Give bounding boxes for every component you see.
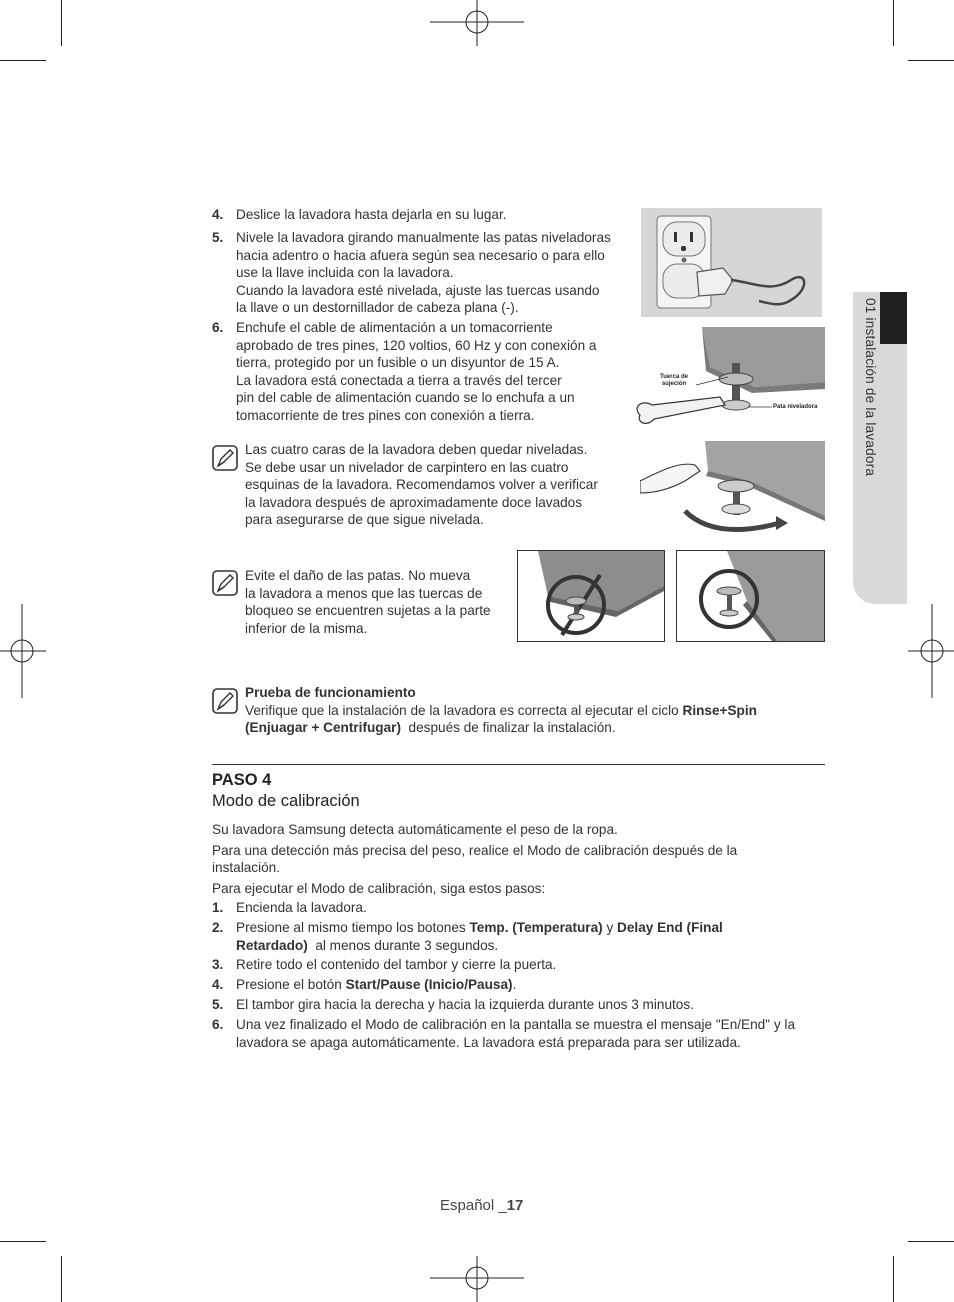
hand-adjusting-leg-illustration <box>640 441 825 539</box>
note-icon <box>212 445 238 471</box>
step-number: 3. <box>212 957 224 972</box>
note-icon <box>212 570 238 596</box>
step-number: 5. <box>212 997 224 1012</box>
step-text <box>236 229 626 317</box>
step-number: 4. <box>212 207 224 222</box>
step-number: 6. <box>212 320 224 335</box>
step-text: Retire todo el contenido del tambor y cierre la puerta. <box>236 957 557 972</box>
chapter-tab-marker <box>880 292 907 344</box>
step-line: Enchufe el cable de alimentación a un tomacorriente <box>236 320 553 335</box>
page-footer <box>440 1197 523 1214</box>
section-subtitle: Modo de calibración <box>212 792 360 810</box>
chapter-tab-label: 01 instalación de la lavadora <box>863 298 878 477</box>
step-text <box>236 206 626 224</box>
step-line: use la llave incluida con la lavadora. <box>236 265 454 281</box>
step-text <box>236 319 626 425</box>
leveling-leg-wrench-illustration <box>630 327 825 430</box>
step-number: 1. <box>212 900 224 915</box>
cycle-name: Rinse+Spin <box>682 702 757 718</box>
step-text <box>236 919 816 954</box>
step-line: lavadora se apaga automáticamente. La lavadora está preparada para ser utilizada. <box>236 1034 741 1050</box>
intro-line: Para una detección más precisa del peso, realice el Modo de calibración después de la <box>212 842 738 858</box>
step-text-span: y <box>602 920 618 935</box>
step-number: 5. <box>212 230 224 245</box>
step-text <box>236 976 516 994</box>
registration-mark-bottom <box>430 1256 524 1302</box>
footer-language: Español _ <box>440 1197 507 1214</box>
note-line: Se debe usar un nivelador de carpintero en las cuatro <box>245 459 569 475</box>
step-text <box>236 1016 826 1051</box>
crop-mark <box>0 1241 46 1242</box>
step-text: El tambor gira hacia la derecha y hacia la izquierda durante unos 3 minutos. <box>236 997 694 1012</box>
note-line: la lavadora a menos que las tuercas de <box>245 585 483 601</box>
page-number: 17 <box>506 1197 524 1214</box>
note-text-span: Verifique que la instalación de la lavadora es correcta al ejecutar el ciclo <box>245 702 683 718</box>
note-line: para asegurarse de que sigue nivelada. <box>245 512 484 528</box>
note-line: Evite el daño de las patas. No mueva <box>245 568 471 583</box>
step-line <box>236 937 816 955</box>
intro-line: Para ejecutar el Modo de calibración, siga estos pasos: <box>212 880 546 896</box>
step-number: 4. <box>212 977 224 992</box>
do-not-move-illustration-1 <box>517 550 665 642</box>
step-line: tomacorriente de tres pines con conexión a tierra. <box>236 407 535 423</box>
intro-line: instalación. <box>212 860 281 876</box>
note-test-text <box>245 684 825 737</box>
crop-mark <box>908 1241 954 1242</box>
crop-mark <box>0 60 46 61</box>
nut-label-line: Tuerca de <box>660 374 688 380</box>
step-text: Encienda la lavadora. <box>236 900 367 915</box>
step-line: tierra, protegido por un fusible o un disyuntor de 15 A. <box>236 355 560 371</box>
step-line: la llave o un destornillador de cabeza plana (-). <box>236 300 519 316</box>
step-line: La lavadora está conectada a tierra a través del tercer <box>236 372 562 388</box>
step-line: pin del cable de alimentación cuando se lo enchufa a un <box>236 390 575 406</box>
step-line: Cuando la lavadora esté nivelada, ajuste las tuercas usando <box>236 282 600 298</box>
nut-label <box>650 374 698 388</box>
note-line: inferior de la misma. <box>245 620 368 636</box>
crop-mark <box>61 1256 62 1302</box>
step-line: Deslice la lavadora hasta dejarla en su lugar. <box>236 207 507 222</box>
note-line <box>245 702 825 720</box>
intro-line: Su lavadora Samsung detecta automáticamente el peso de la ropa. <box>212 822 618 837</box>
button-name: Temp. (Temperatura) <box>469 920 603 935</box>
note-legs-text <box>245 567 515 637</box>
step-line <box>236 919 816 937</box>
button-name: Retardado) <box>236 937 308 953</box>
note-level-text <box>245 441 625 529</box>
step-text-span: Presione el botón <box>236 977 346 992</box>
registration-mark-right <box>908 604 954 698</box>
note-line <box>245 719 825 737</box>
crop-mark <box>908 60 954 61</box>
outlet-illustration <box>641 208 822 317</box>
note-icon <box>212 688 238 714</box>
note-text-span: después de finalizar la instalación. <box>400 720 616 736</box>
crop-mark <box>61 0 62 46</box>
registration-mark-left <box>0 604 46 698</box>
crop-mark <box>893 1256 894 1302</box>
step-number: 6. <box>212 1017 224 1032</box>
step-number: 2. <box>212 920 224 935</box>
registration-mark-top <box>430 0 524 46</box>
crop-mark <box>893 0 894 46</box>
step-text-span: Presione al mismo tiempo los botones <box>236 920 470 935</box>
step-line: aprobado de tres pines, 120 voltios, 60 Hz y con conexión a <box>236 337 597 353</box>
note-line: la lavadora después de aproximadamente doce lavados <box>245 494 583 510</box>
step-line: hacia adentro o hacia afuera según sea necesario o para ello <box>236 247 605 263</box>
note-line: Las cuatro caras de la lavadora deben quedar niveladas. <box>245 442 588 457</box>
section-divider <box>212 764 825 765</box>
note-line: bloqueo se encuentren sujetas a la parte <box>245 603 491 619</box>
note-test-title: Prueba de funcionamiento <box>245 685 416 700</box>
button-name: Delay End (Final <box>617 920 723 935</box>
button-name: Start/Pause (Inicio/Pausa) <box>345 977 513 992</box>
leg-label: Pata niveladora <box>773 404 818 410</box>
do-not-move-illustration-2 <box>676 550 825 642</box>
step-text-span: al menos durante 3 segundos. <box>307 937 499 953</box>
nut-label-line: sujeción <box>661 381 687 387</box>
section-title: PASO 4 <box>212 771 272 789</box>
step-text-span: . <box>512 977 517 992</box>
step-line: Nivele la lavadora girando manualmente las patas niveladoras <box>236 230 611 245</box>
cycle-name: (Enjuagar + Centrifugar) <box>245 720 401 736</box>
note-line: esquinas de la lavadora. Recomendamos volver a verificar <box>245 477 598 493</box>
step-line: Una vez finalizado el Modo de calibración en la pantalla se muestra el mensaje "En/End" y la <box>236 1017 796 1032</box>
calibration-intro <box>212 821 812 897</box>
